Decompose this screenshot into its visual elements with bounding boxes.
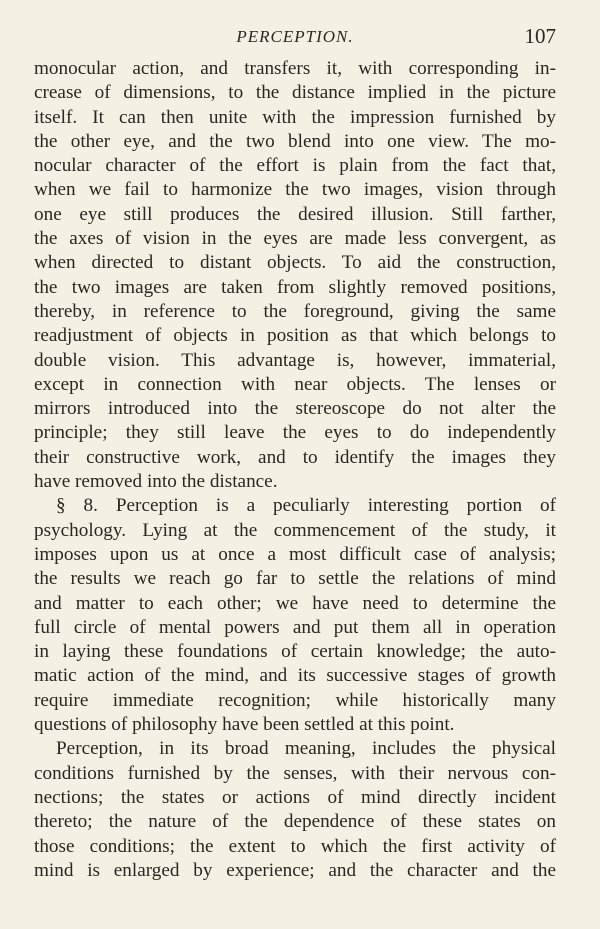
text-line: imposes upon us at once a most difficult case of analysis; [34,543,556,565]
text-line: nections; the states or actions of mind directly incident [34,786,556,808]
text-line: readjustment of objects in position as that which belongs to [34,325,556,347]
text-line: mind is enlarged by experience; and the character and the [34,859,556,881]
text-line: the results we reach go far to settle the relations of mind [34,568,556,590]
text-line: § 8. Perception is a peculiarly interesting portion of [56,495,556,517]
text-line: principle; they still leave the eyes to do independently [34,422,556,444]
text-line: matic action of the mind, and its successive stages of growth [34,665,556,687]
text-line: crease of dimensions, to the distance implied in the picture [34,82,556,104]
body-text [34,57,556,883]
text-line: require immediate recognition; while historically many [34,689,556,711]
text-line: full circle of mental powers and put them all in operation [34,616,556,638]
text-line: the axes of vision in the eyes are made less convergent, as [34,228,556,250]
running-title: PERCEPTION. [236,27,354,46]
text-line: itself. It can then unite with the impression furnished by [34,106,556,128]
text-line: one eye still produces the desired illusion. Still farther, [34,203,556,225]
text-line: mirrors introduced into the stereoscope do not alter the [34,398,556,420]
page-number: 107 [524,24,556,48]
page-header [34,24,556,52]
text-line: the other eye, and the two blend into one view. The mo- [34,130,556,152]
text-line: when we fail to harmonize the two images, vision through [34,179,556,201]
text-line: thereto; the nature of the dependence of these states on [34,811,556,833]
text-line: and matter to each other; we have need to determine the [34,592,556,614]
text-line: thereby, in reference to the foreground, giving the same [34,300,556,322]
text-line: Perception, in its broad meaning, includes the physical [56,738,556,760]
text-line: monocular action, and transfers it, with corresponding in- [34,58,556,79]
text-line: except in connection with near objects. The lenses or [34,373,556,395]
text-line: questions of philosophy have been settled at this point. [34,714,455,736]
text-line: conditions furnished by the senses, with their nervous con- [34,762,556,784]
text-line: nocular character of the effort is plain from the fact that, [34,155,556,177]
text-line: in laying these foundations of certain knowledge; the auto- [34,641,556,663]
text-line: their constructive work, and to identify the images they [34,446,556,468]
text-line: the two images are taken from slightly removed positions, [34,276,556,298]
text-line: psychology. Lying at the commencement of the study, it [34,519,556,541]
text-line: double vision. This advantage is, however, immaterial, [34,349,556,371]
text-line: those conditions; the extent to which the first activity of [34,835,556,857]
text-line: have removed into the distance. [34,471,278,493]
text-line: when directed to distant objects. To aid the construction, [34,252,556,274]
